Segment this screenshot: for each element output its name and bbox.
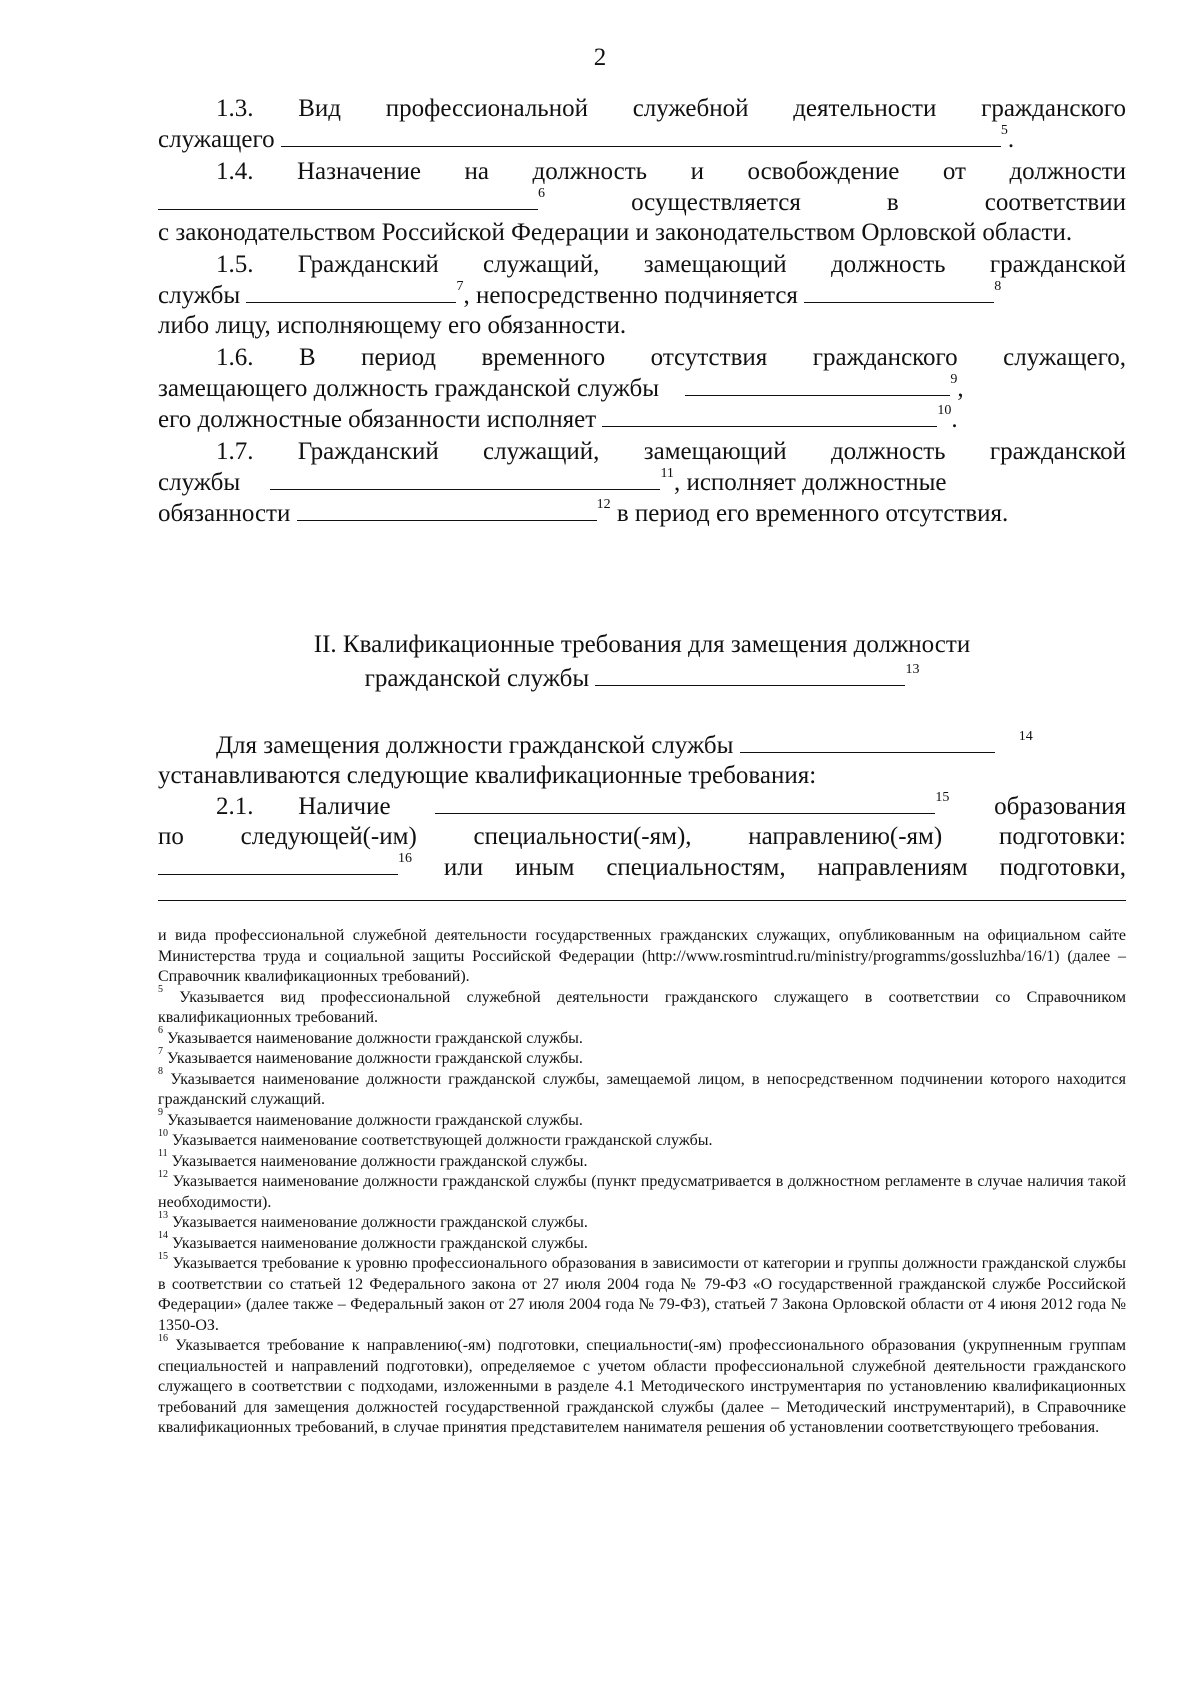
footnote-13: $^{13}$ Указывается наименование должности гражданской службы. bbox=[158, 1209, 588, 1231]
footnote-mark: 16 bbox=[398, 850, 412, 866]
item-1-5-line1: 1.5. Гражданский служащий, замещающий должность гражданской bbox=[216, 251, 1126, 278]
footnote-mark: 11 bbox=[660, 465, 674, 481]
section-2-body bbox=[158, 730, 1126, 883]
page-number: 2 bbox=[593, 44, 607, 71]
blank-field bbox=[602, 404, 937, 427]
blank-field bbox=[158, 852, 398, 875]
section-2-intro-line2: устанавливаются следующие квалификационные требования: bbox=[158, 762, 817, 789]
item-2-1-line2: по следующей(-им) специальности(-ям), направлению(-ям) подготовки: bbox=[158, 823, 1126, 850]
item-1-4-line1: 1.4. Назначение на должность и освобождение от должности bbox=[216, 158, 1126, 185]
item-1-3-line1: 1.3. Вид профессиональной служебной деятельности гражданского bbox=[216, 95, 1126, 122]
blank-field bbox=[281, 124, 1001, 147]
blank-field bbox=[297, 498, 597, 521]
item-1-4-line2: $^6$ осуществляется в соответствии bbox=[158, 187, 1126, 218]
footnote-mark: 10 bbox=[937, 402, 952, 418]
footnote-8: $^8$ Указывается наименование должности гражданской службы, замещаемой лицом, в непосредственном подчинении которого находится гражданский служащий. bbox=[158, 1066, 1127, 1108]
footnote-separator bbox=[158, 900, 1126, 901]
item-2-1-line3: $^{16}$ или иным специальностям, направлениям подготовки, bbox=[158, 852, 1126, 883]
item-1-6-line2: замещающего должность гражданской службы $^9$, bbox=[158, 371, 964, 402]
item-1-6-line1: 1.6. В период временного отсутствия гражданского служащего, bbox=[216, 344, 1126, 371]
item-1-5-line2: службы $^7$, непосредственно подчиняется $^8$ bbox=[158, 278, 1002, 309]
footnote-mark: 5 bbox=[1000, 122, 1008, 138]
footnote-continuation: и вида профессиональной служебной деятельности государственных гражданских служащих, опубликованным на официальном сайте Министерства труда и социальной защиты Российской Федерации (http://www.rosmintrud.ru/ministry/programms/gossluzhba/16/1) (далее – Справочник квалификационных требований). bbox=[158, 927, 1126, 985]
item-1-7-line2: службы $^{11}$, исполняет должностные bbox=[158, 465, 947, 496]
item-1-5-line3: либо лицу, исполняющему его обязанности. bbox=[158, 312, 627, 339]
section-2-heading bbox=[158, 628, 1126, 696]
item-1-7-line3: обязанности $^{12}$ в период его временного отсутствия. bbox=[158, 496, 1009, 527]
footnote-11: $^{11}$ Указывается наименование должности гражданской службы. bbox=[158, 1148, 588, 1170]
section-2-heading-line2: гражданской службы $^{13}$ bbox=[364, 661, 920, 692]
blank-field bbox=[246, 280, 456, 303]
footnote-mark: 14 bbox=[1018, 728, 1033, 744]
item-1-6-line3: его должностные обязанности исполняет $^{10}$. bbox=[158, 402, 958, 433]
footnote-15: $^{15}$ Указывается требование к уровню профессионального образования в зависимости от категории и группы должности гражданской службы в соответствии со статьей 12 Федерального закона от 27 июля 2004 года № 79-ФЗ «О государственной гражданской службе Российской Федерации» (далее также – Федеральный закон от 27 июля 2004 года № 79-ФЗ), статьей 7 Закона Орловской области от 4 июня 2012 года № 1350-ОЗ. bbox=[158, 1250, 1127, 1334]
footnote-7: $^7$ Указывается наименование должности гражданской службы. bbox=[158, 1045, 583, 1067]
blank-field bbox=[595, 663, 905, 686]
footnote-mark: 8 bbox=[994, 278, 1002, 294]
item-1-7-line1: 1.7. Гражданский служащий, замещающий должность гражданской bbox=[216, 438, 1126, 465]
footnote-10: $^{10}$ Указывается наименование соответствующей должности гражданской службы. bbox=[158, 1127, 713, 1149]
footnote-6: $^6$ Указывается наименование должности гражданской службы. bbox=[158, 1025, 583, 1047]
blank-field bbox=[740, 730, 995, 753]
footnote-mark: 12 bbox=[596, 496, 611, 512]
blank-field bbox=[435, 791, 935, 814]
footnote-mark: 13 bbox=[905, 661, 920, 677]
section-1-body bbox=[158, 94, 1126, 529]
footnote-mark: 9 bbox=[950, 371, 958, 387]
blank-field bbox=[685, 373, 950, 396]
item-1-3-line2: служащего $^5$. bbox=[158, 122, 1015, 153]
blank-field bbox=[270, 467, 660, 490]
footnote-16: $^{16}$ Указывается требование к направлению(-ям) подготовки, специальности(-ям) профессионального образования (укрупненным группам специальностей и направлений подготовки), определяемое с учетом области профессиональной служебной деятельности гражданского служащего в соответствии с подходами, изложенными в разделе 4.1 Методического инструментария по установлению квалификационных требований для замещения должностей государственной гражданской службы (далее – Методический инструментарий), в Справочнике квалификационных требований, в случае принятия представителем нанимателя решения об установлении соответствующего требования. bbox=[158, 1332, 1126, 1436]
footnote-12: $^{12}$ Указывается наименование должности гражданской службы (пункт предусматривается в должностном регламенте в случае наличия такой необходимости). bbox=[158, 1168, 1126, 1211]
item-1-4-line3: с законодательством Российской Федерации и законодательством Орловской области. bbox=[158, 219, 1073, 246]
footnote-mark: 15 bbox=[935, 789, 950, 805]
blank-field bbox=[158, 187, 538, 210]
footnote-mark: 6 bbox=[538, 185, 545, 201]
footnote-5: $^5$ Указывается вид профессиональной служебной деятельности гражданского служащего в соответствии со Справочником квалификационных требований. bbox=[158, 984, 1126, 1026]
blank-field bbox=[804, 280, 994, 303]
section-2-heading-line1: II. Квалификационные требования для замещения должности bbox=[313, 631, 971, 658]
item-2-1-line1: 2.1. Наличие $^{15}$ образования bbox=[216, 789, 1126, 820]
footnote-9: $^9$ Указывается наименование должности гражданской службы. bbox=[158, 1107, 583, 1129]
footnote-14: $^{14}$ Указывается наименование должности гражданской службы. bbox=[158, 1230, 588, 1252]
footnotes bbox=[158, 926, 1126, 1439]
section-2-intro-line1: Для замещения должности гражданской службы $^{14}$ bbox=[216, 728, 1033, 759]
footnote-mark: 7 bbox=[456, 278, 464, 294]
